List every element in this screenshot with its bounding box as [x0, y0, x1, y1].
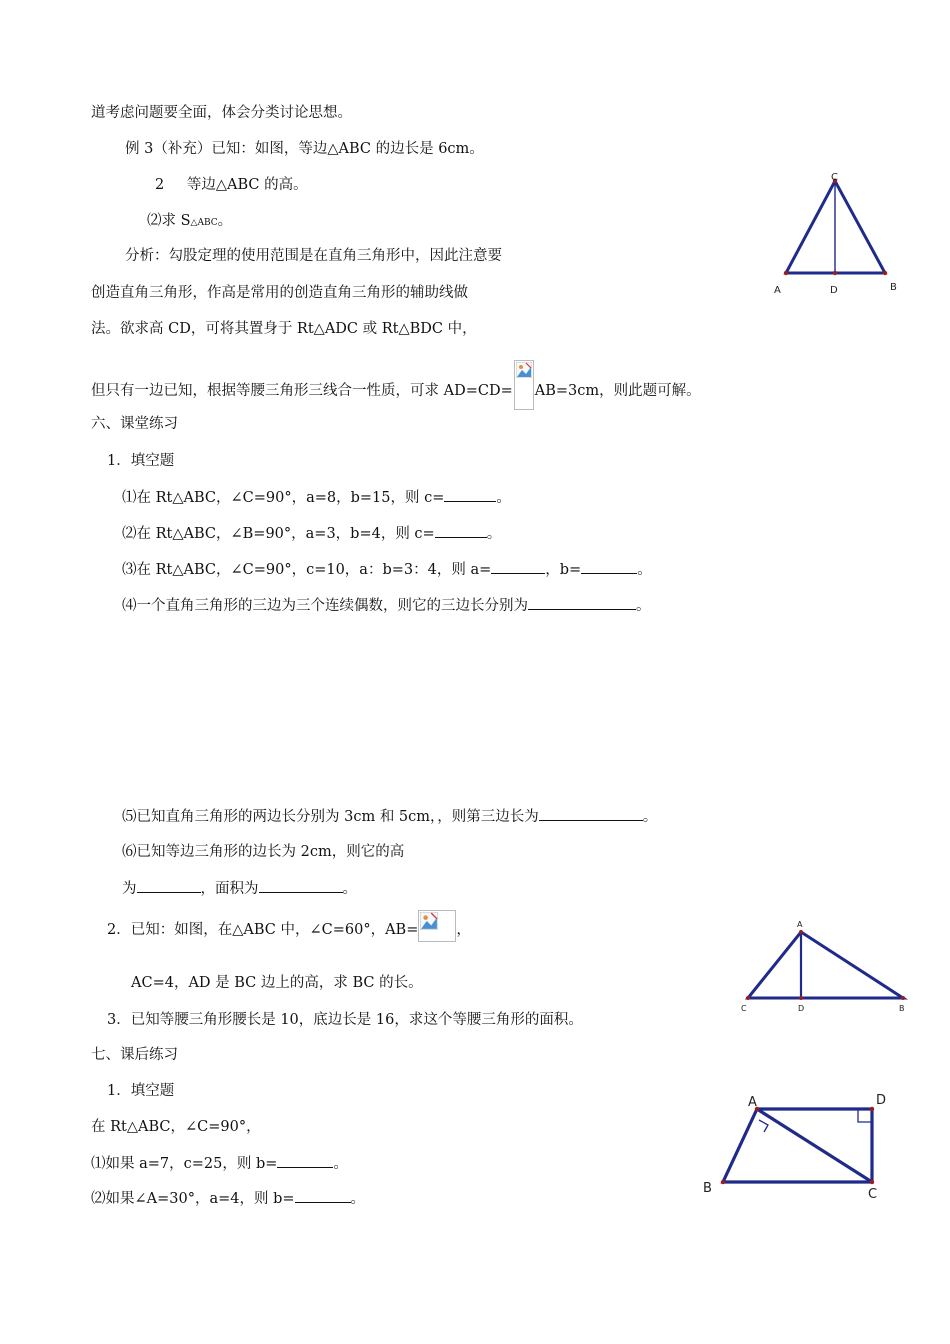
fill-question-6-continued [122, 878, 357, 899]
question-text: ，面积为 [200, 881, 259, 897]
label-a: A [797, 920, 803, 929]
fill-question-4 [122, 595, 651, 616]
label-a: A [748, 1095, 757, 1110]
question-text: 。 [496, 490, 511, 506]
question-text: ⑴在 Rt△ABC，∠C=90°，a=8，b=15，则 c= [122, 490, 445, 506]
fill-question-1 [122, 487, 511, 508]
answer-blank[interactable] [539, 806, 643, 821]
answer-blank[interactable] [435, 523, 487, 538]
question-2 [147, 211, 232, 233]
question-1 [155, 175, 308, 195]
broken-image-icon [514, 360, 534, 410]
question-text: ⑶在 Rt△ABC，∠C=90°，c=10，a：b=3：4，则 a= [122, 562, 492, 578]
diagonal-ac [757, 1109, 872, 1182]
question-text: 。 [636, 598, 651, 614]
paragraph-line: 道考虑问题要全面，体会分类讨论思想。 [91, 105, 352, 121]
label-a: A [774, 285, 781, 296]
equilateral-triangle-figure [765, 168, 915, 303]
vertex-point [870, 1107, 874, 1111]
question-text: ⑸已知直角三角形的两边长分别为 3cm 和 5cm，，则第三边长为 [122, 809, 539, 825]
answer-blank[interactable] [295, 1188, 351, 1203]
section-6-heading: 六、课堂练习 [91, 416, 178, 432]
vertex-point [721, 1180, 725, 1184]
label-c: C [868, 1187, 878, 1202]
quadrilateral-abcd [723, 1109, 872, 1182]
vertex-point [799, 996, 803, 1000]
quadrilateral-figure [695, 1088, 905, 1213]
analysis-text: 但只有一边已知，根据等腰三角形三线合一性质，可求 AD=CD= [91, 383, 513, 399]
answer-blank[interactable] [581, 559, 637, 574]
label-b: B [890, 282, 897, 293]
question-text: ⑵求 S [147, 213, 191, 229]
right-angle-mark-a [759, 1120, 768, 1132]
question-text: 。 [486, 526, 502, 542]
question-text: ⑷一个直角三角形的三边为三个连续偶数，则它的三边长分别为 [122, 598, 528, 614]
exercise-2-continued: AC=4，AD 是 BC 边上的高，求 BC 的长。 [131, 975, 423, 991]
answer-blank[interactable] [137, 878, 201, 893]
question-text: 。 [217, 213, 233, 229]
analysis-line-2: 创造直角三角形，作高是常用的创造直角三角形的辅助线做 [91, 285, 468, 301]
question-text: ⑵在 Rt△ABC，∠B=90°，a=3，b=4，则 c= [122, 526, 435, 542]
question-text: 为 [122, 881, 137, 897]
label-d: D [830, 285, 838, 296]
question-text: ，b= [545, 562, 582, 578]
answer-blank[interactable] [491, 559, 545, 574]
label-c: C [831, 172, 838, 183]
section-7-heading: 七、课后练习 [91, 1047, 178, 1063]
vertex-point [799, 930, 803, 934]
question-text: 等边△ABC 的高。 [186, 177, 308, 193]
fill-question-5 [122, 806, 657, 827]
homework-condition: 在 Rt△ABC，∠C=90°， [91, 1119, 261, 1135]
question-text: ， [456, 922, 471, 938]
fill-question-6: ⑹已知等边三角形的边长为 2cm，则它的高 [122, 844, 405, 860]
label-b: B [703, 1181, 712, 1196]
vertex-point [883, 271, 887, 275]
vertex-point [746, 996, 750, 1000]
answer-blank[interactable] [259, 878, 343, 893]
question-text: 。 [342, 881, 357, 897]
label-c: C [741, 1004, 747, 1013]
question-text: 2．已知：如图，在△ABC 中，∠C=60°，AB= [107, 922, 419, 938]
vertex-point [833, 271, 837, 275]
triangle-abc [748, 932, 903, 998]
homework-question-2 [91, 1188, 365, 1209]
exercise-2 [107, 914, 471, 946]
answer-blank[interactable] [277, 1153, 333, 1168]
question-text: 。 [333, 1156, 348, 1172]
label-d: D [876, 1093, 887, 1108]
broken-image-icon [418, 910, 456, 942]
question-text: 。 [350, 1191, 366, 1207]
analysis-text: AB=3cm，则此题可解。 [534, 383, 701, 399]
exercise-1-heading: 1．填空题 [107, 453, 175, 469]
right-angle-mark-d [858, 1109, 872, 1122]
answer-blank[interactable] [528, 595, 636, 610]
exercise-3: 3．已知等腰三角形腰长是 10，底边长是 16，求这个等腰三角形的面积。 [107, 1012, 583, 1028]
analysis-line-4 [91, 366, 701, 416]
triangle-altitude-figure [735, 915, 915, 1015]
fill-question-2 [122, 523, 501, 544]
fill-question-3 [122, 559, 652, 580]
analysis-line-1: 分析：勾股定理的使用范围是在直角三角形中，因此注意要 [125, 248, 502, 264]
vertex-point [870, 1180, 874, 1184]
label-d: D [798, 1004, 805, 1013]
question-text: 。 [642, 809, 658, 825]
question-text: ⑵如果∠A=30°，a=4，则 b= [91, 1191, 295, 1207]
vertex-point [901, 996, 905, 1000]
subscript: △ABC [190, 218, 218, 228]
homework-question-1 [91, 1153, 348, 1174]
label-b: B [899, 1004, 905, 1013]
homework-1-heading: 1．填空题 [107, 1083, 175, 1099]
question-number: 2 [155, 177, 165, 193]
answer-blank[interactable] [444, 487, 496, 502]
question-text: 。 [637, 562, 652, 578]
example-3-statement: 例 3（补充）已知：如图，等边△ABC 的边长是 6cm。 [125, 141, 484, 157]
vertex-point [784, 271, 788, 275]
question-text: ⑴如果 a=7，c=25，则 b= [91, 1156, 278, 1172]
analysis-line-3: 法。欲求高 CD，可将其置身于 Rt△ADC 或 Rt△BDC 中， [91, 321, 477, 337]
